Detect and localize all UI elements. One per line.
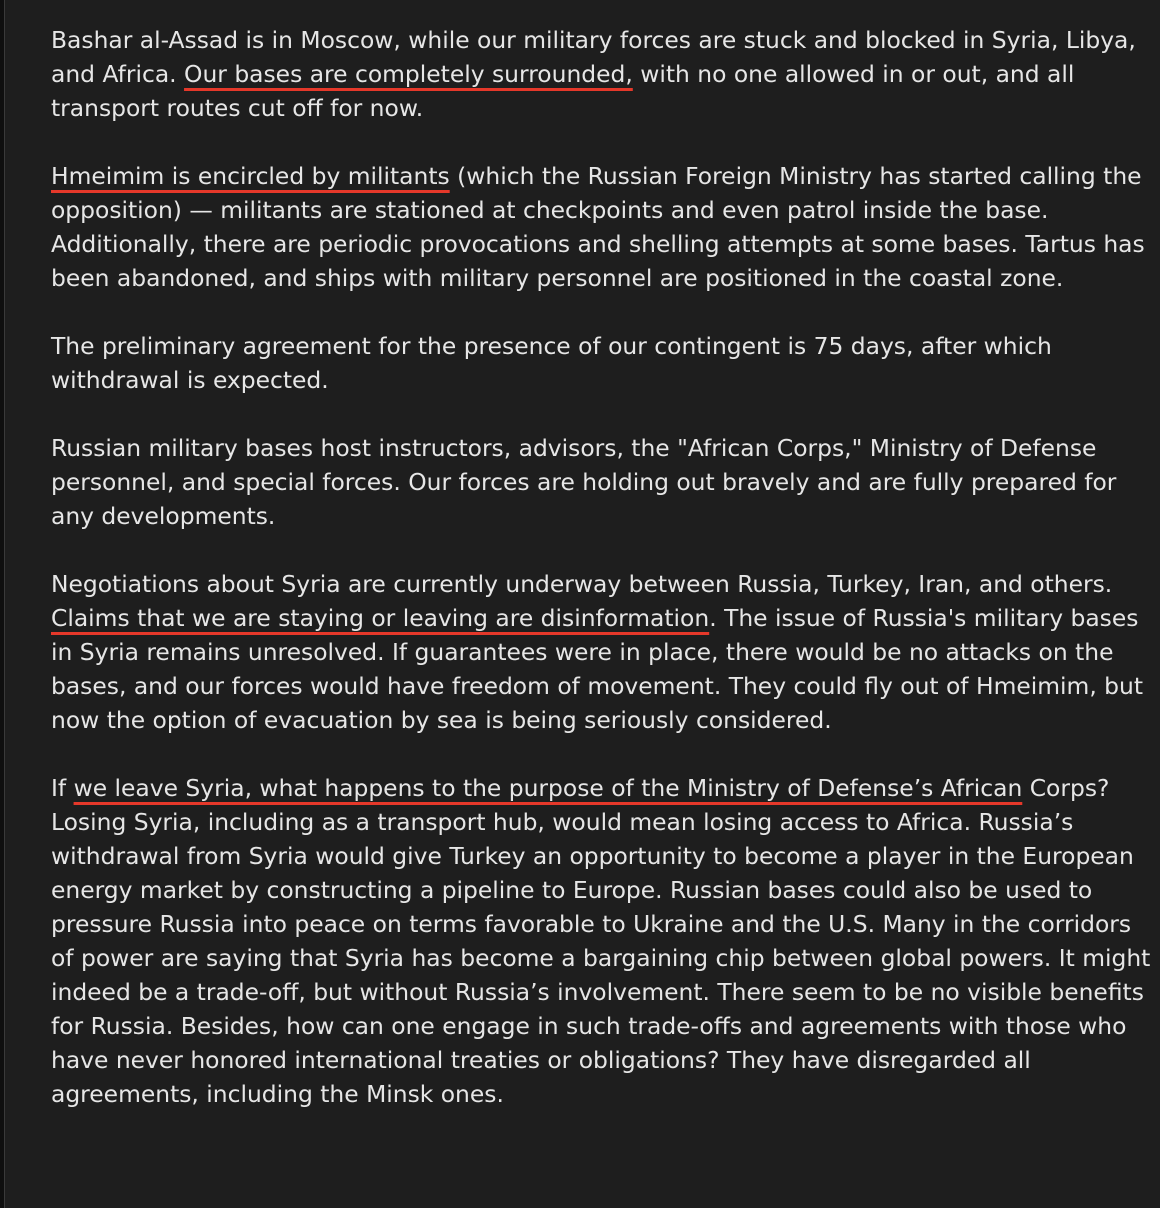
- underlined-phrase-hmeimim-encircled: Hmeimim is encircled by militants: [51, 162, 450, 190]
- paragraph-4-text: Russian military bases host instructors, advisors, the "African Corps," Ministry of Defense personnel, and special forces. Our forces are holding out bravely and are fully prepared for any developments.: [51, 434, 1117, 530]
- paragraph-1: [51, 23, 1151, 125]
- underlined-phrase-bases-surrounded: Our bases are completely surrounded,: [184, 60, 633, 88]
- underlined-phrase-disinformation: Claims that we are staying or leaving are disinformation: [51, 604, 710, 632]
- paragraph-1-text: Bashar al-Assad is in Moscow, while our military forces are stuck and blocked in Syria, Libya, and Africa.: [51, 26, 1136, 88]
- paragraph-3-text: The preliminary agreement for the presence of our contingent is 75 days, after which withdrawal is expected.: [51, 332, 1052, 394]
- window-left-edge: [0, 0, 5, 1208]
- paragraph-1-text-end: with no one allowed in or out, and all transport routes cut off for now.: [51, 60, 1075, 122]
- paragraph-5-text-end: . The issue of Russia's military bases in Syria remains unresolved. If guarantees were in place, there would be no attacks on the bases, and our forces would have freedom of movement. They could fly out of Hmeimim, but now the option of evacuation by sea is being seriously considered.: [51, 604, 1144, 734]
- paragraph-5: [51, 567, 1151, 737]
- document-body: [51, 23, 1151, 1111]
- paragraph-6-text-end: Corps? Losing Syria, including as a transport hub, would mean losing access to Africa. Russia’s withdrawal from Syria would give Turkey an opportunity to become a player in the European energy market by constructing a pipeline to Europe. Russian bases could also be used to pressure Russia into peace on terms favorable to Ukraine and the U.S. Many in the corridors of power are saying that Syria has become a bargaining chip between global powers. It might indeed be a trade-off, but without Russia’s involvement. There seem to be no visible benefits for Russia. Besides, how can one engage in such trade-offs and agreements with those who have never honored international treaties or obligations? They have disregarded all agreements, including the Minsk ones.: [51, 774, 1151, 1108]
- paragraph-6-text: If: [51, 774, 74, 802]
- underlined-phrase-leave-syria: we leave Syria, what happens to the purpose of the Ministry of Defense’s African: [73, 774, 1023, 802]
- paragraph-2: [51, 159, 1151, 295]
- paragraph-3: [51, 329, 1151, 397]
- paragraph-4: [51, 431, 1151, 533]
- paragraph-6: [51, 771, 1151, 1111]
- paragraph-2-text: (which the Russian Foreign Ministry has started calling the opposition) — militants are stationed at checkpoints and even patrol inside the base. Additionally, there are periodic provocations and shelling attempts at some bases. Tartus has been abandoned, and ships with military personnel are positioned in the coastal zone.: [51, 162, 1145, 292]
- paragraph-5-text: Negotiations about Syria are currently underway between Russia, Turkey, Iran, and others.: [51, 570, 1113, 598]
